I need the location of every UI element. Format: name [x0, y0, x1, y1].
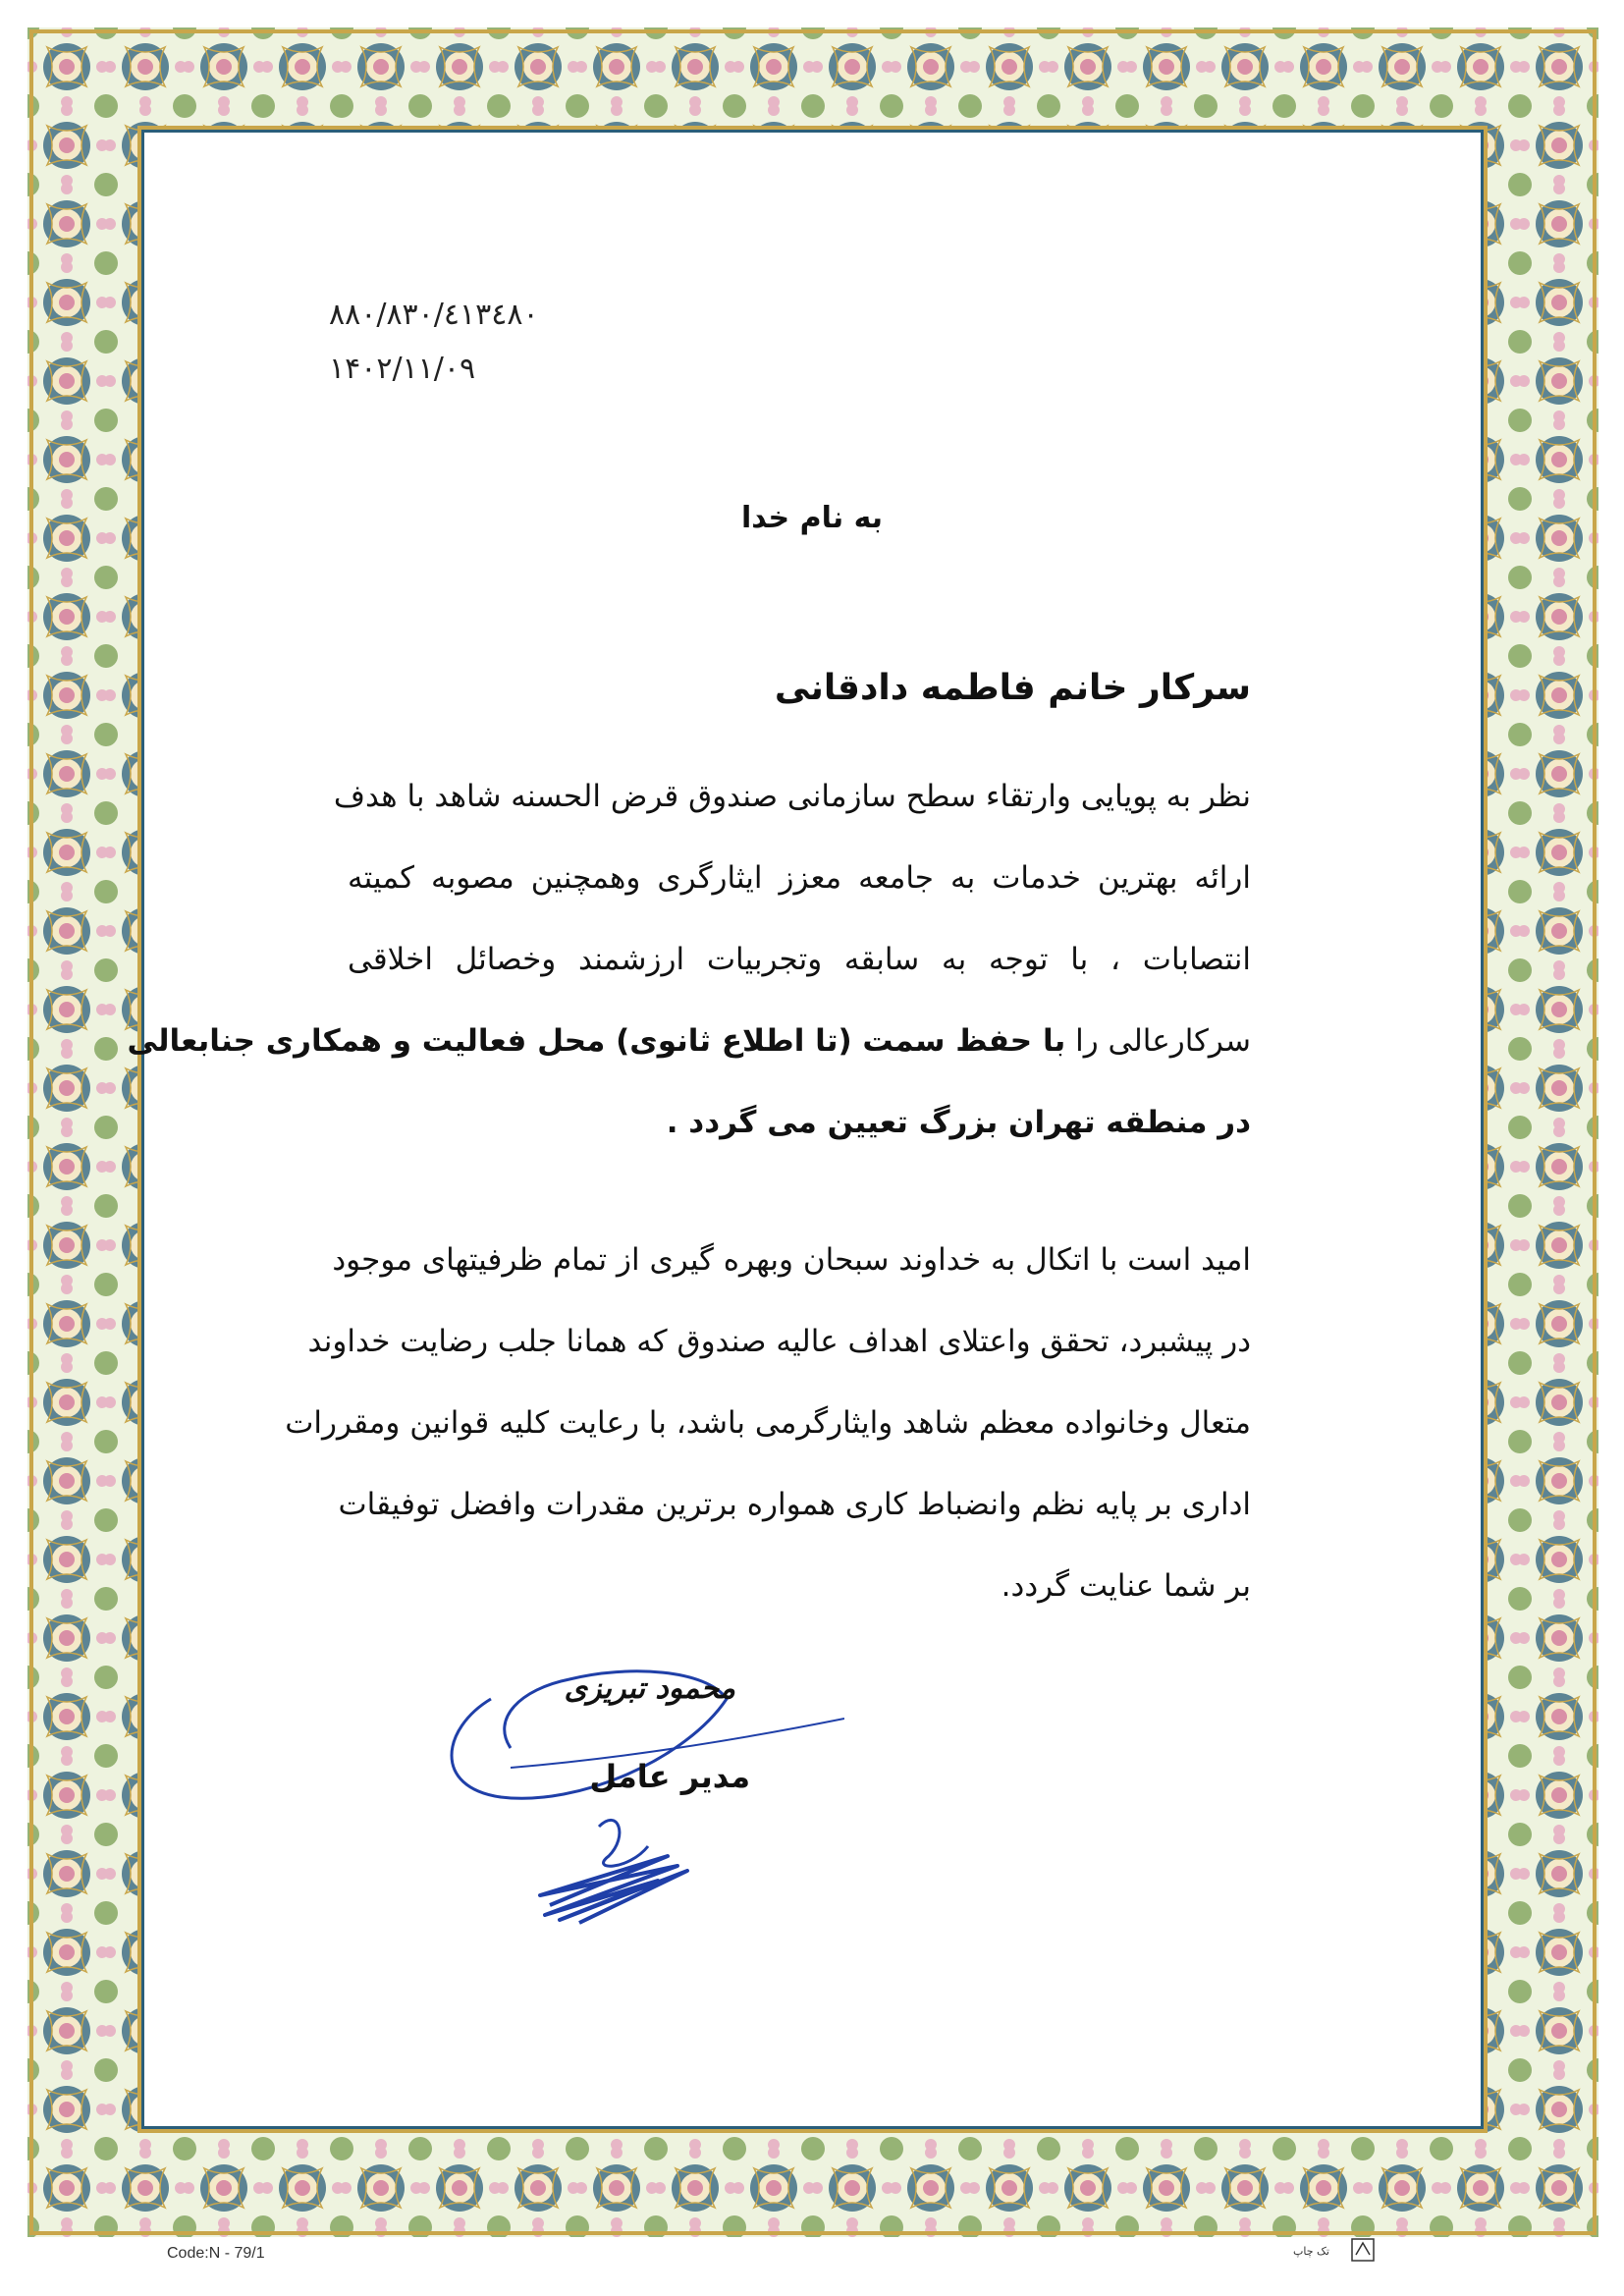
- addressee: سرکار خانم فاطمه دادقانی: [774, 668, 1251, 708]
- printer-logo-icon: [1291, 2237, 1380, 2265]
- form-code: Code:N - 79/1: [167, 2245, 265, 2262]
- paragraph-line: بر شما عنایت گردد.: [1001, 1568, 1251, 1604]
- paragraph-line: انتصابات ، با توجه به سابقه وتجربیات ارزشمند وخصائل اخلاقی: [348, 942, 1251, 977]
- paragraph-line-bold: در منطقه تهران بزرگ تعیین می گردد .: [666, 1105, 1251, 1140]
- signatory-name: محمود تبریزی: [564, 1671, 735, 1706]
- printer-mark: تک چاپ: [1293, 2245, 1329, 2258]
- reference-number: ۸۸۰/۸۳۰/٤١٣٤٨٠: [329, 298, 539, 332]
- paragraph-line: نظر به پویایی وارتقاء سطح سازمانی صندوق قرض الحسنه شاهد با هدف: [333, 779, 1251, 814]
- paragraph-line: امید است با اتکال به خداوند سبحان وبهره گیری از تمام ظرفیتهای موجود: [332, 1242, 1251, 1278]
- paragraph-line: اداری بر پایه نظم وانضباط کاری همواره برترین مقدرات وافضل توفیقات: [338, 1487, 1251, 1522]
- paragraph-appointment: [127, 756, 1251, 1164]
- paragraph-line: متعال وخانواده معظم شاهد وایثارگرمی باشد، با رعایت کلیه قوانین ومقررات: [285, 1405, 1251, 1441]
- paragraph-line: [127, 1001, 1251, 1082]
- paragraph-line-normal: سرکارعالی را: [1075, 1023, 1251, 1059]
- paragraph-wishes: [285, 1220, 1251, 1627]
- basmala-heading: به نام خدا: [740, 501, 884, 535]
- signatory-title: مدیر عامل: [589, 1758, 750, 1795]
- paragraph-line: در پیشبرد، تحقق واعتلای اهداف عالیه صندوق که همانا جلب رضایت خداوند: [307, 1324, 1251, 1359]
- paragraph-line-bold: با حفظ سمت (تا اطلاع ثانوی) محل فعالیت و همکاری جنابعالی: [127, 1023, 1066, 1059]
- letter-date: ۱۴۰۲/۱۱/۰۹: [329, 352, 476, 386]
- paragraph-line: ارائه بهترین خدمات به جامعه معزز ایثارگری وهمچنین مصوبه کمیته: [348, 860, 1251, 896]
